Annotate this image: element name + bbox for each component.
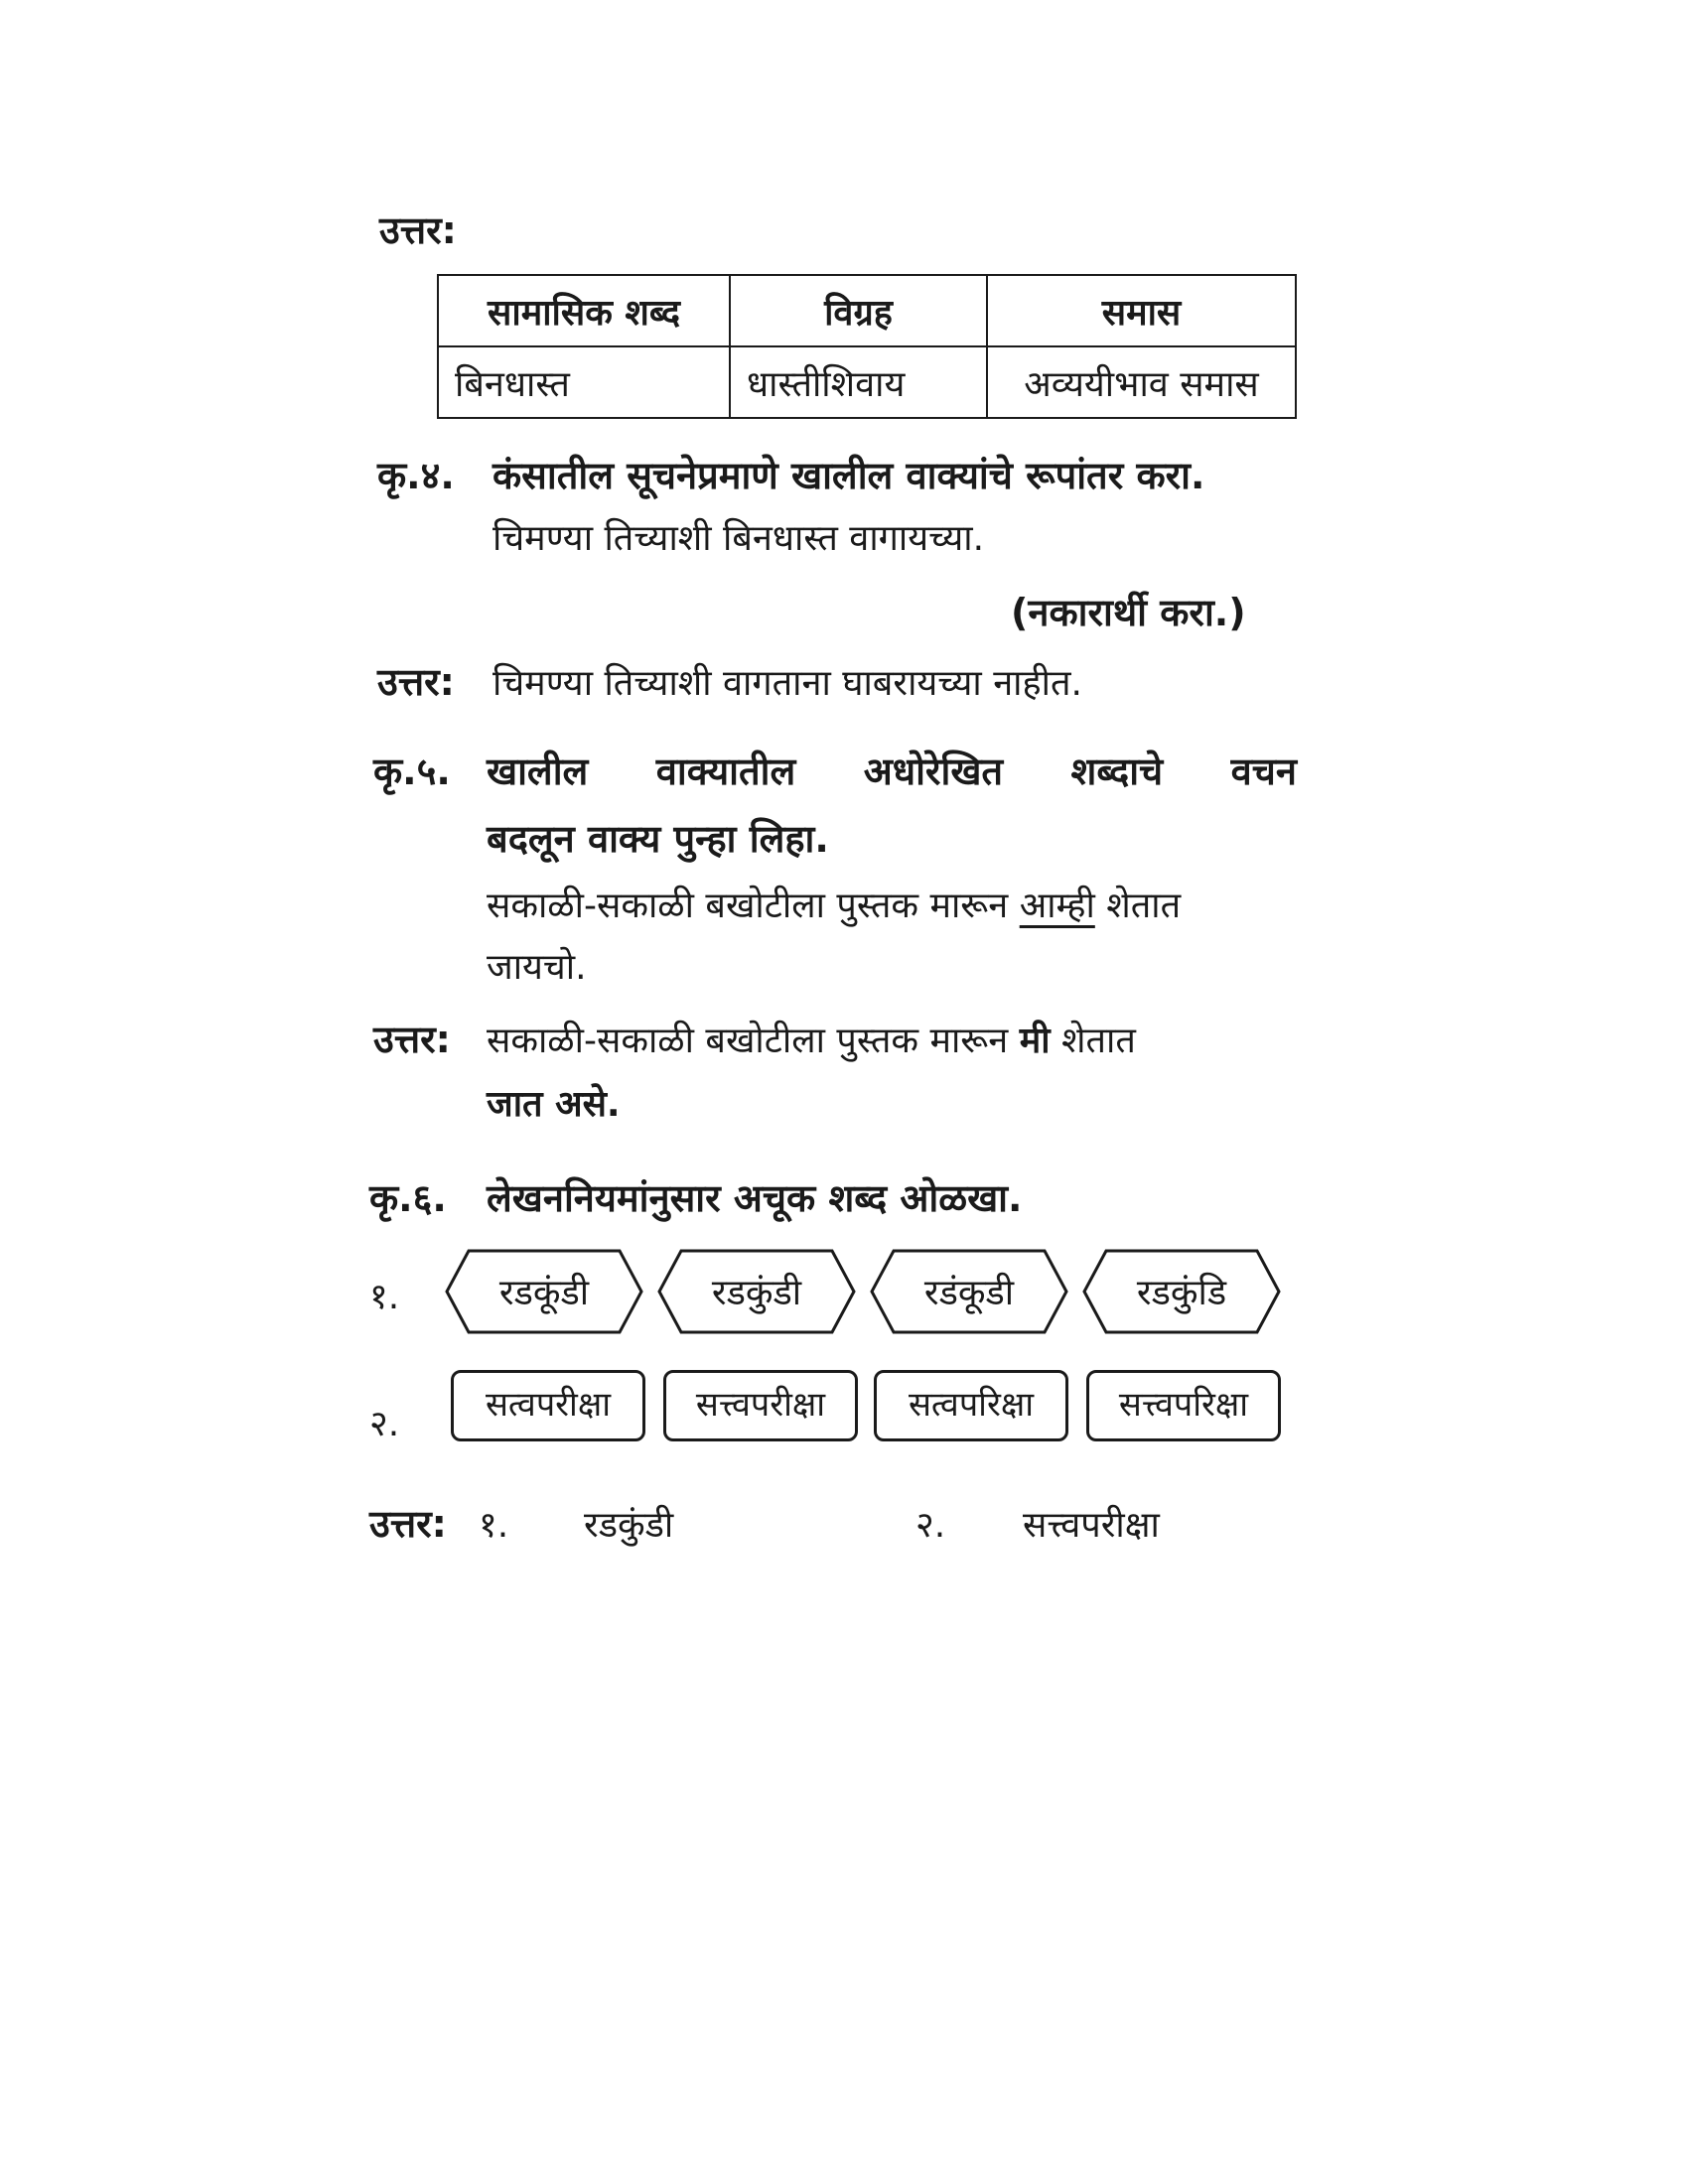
option-label: रडकुंडि [1136,1273,1227,1313]
answer-table [437,274,1297,419]
q5-answer-line2: जात असे. [487,1084,621,1125]
q5-instruction-line1: खालील वाक्यातील अधोरेखित शब्दाचे वचन [487,750,1297,793]
q6-answer2-number: २. [915,1505,946,1546]
q4-number: कृ.४. [377,454,455,497]
q5-sentence-after: शेतात [1094,886,1182,926]
table-cell: अव्ययीभाव समास [987,346,1296,418]
table-header-row [438,275,1296,346]
q3-answer-label: उत्तर: [379,208,457,252]
q6-answer2: सत्त्वपरीक्षा [1023,1505,1160,1546]
q4-answer: चिमण्या तिच्याशी वागताना घाबरायच्या नाहीत. [492,663,1082,704]
q5-number: कृ.५. [373,750,451,793]
q5-answer-after: शेतात [1050,1021,1136,1061]
option-hexagon[interactable] [870,1249,1068,1334]
table-header-cell: समास [987,275,1296,346]
q6-answer1: रडकुंडी [584,1505,674,1546]
q5-answer-before: सकाळी-सकाळी बखोटीला पुस्तक मारून [487,1021,1020,1061]
option-hexagon[interactable] [657,1249,856,1334]
q6-answer1-number: १. [479,1505,509,1546]
q6-answer-label: उत्तर: [369,1502,447,1546]
q4-sentence: चिमण्या तिच्याशी बिनधास्त वागायच्या. [492,518,985,559]
option-label: रडकूंडी [498,1273,590,1313]
option-box[interactable]: सत्वपरीक्षा [451,1370,645,1441]
q5-answer-bold: मी [1019,1021,1051,1061]
q5-underlined-word: आम्ही [1019,886,1095,926]
option-box[interactable]: सत्वपरिक्षा [874,1370,1068,1441]
table-header-cell: सामासिक शब्द [438,275,730,346]
option-label: रडंकूडी [923,1273,1015,1313]
q5-sentence-before: सकाळी-सकाळी बखोटीला पुस्तक मारून [487,886,1020,926]
option-box[interactable]: सत्त्वपरिक्षा [1086,1370,1281,1441]
q5-sentence-line1 [487,880,1181,928]
q6-instruction: लेखननियमांनुसार अचूक शब्द ओळखा. [487,1176,1023,1220]
option-label: रडकुंडी [711,1273,802,1313]
option-hexagon[interactable] [445,1249,643,1334]
q5-instruction-line2: बदलून वाक्य पुन्हा लिहा. [487,817,829,861]
q4-answer-label: उत्तर: [377,660,455,704]
option-hexagon[interactable] [1082,1249,1281,1334]
q5-sentence-line2: जायचो. [487,947,587,988]
q4-instruction: कंसातील सूचनेप्रमाणे खालील वाक्यांचे रूपांतर करा. [492,454,1205,497]
q4-hint: (नकारार्थी करा.) [1011,591,1246,634]
table-cell: बिनधास्त [438,346,730,418]
q6-row1-number: १. [369,1277,400,1317]
option-box[interactable]: सत्त्वपरीक्षा [663,1370,858,1441]
q6-number: कृ.६. [369,1176,447,1220]
q6-row2-number: २. [369,1404,400,1444]
table-cell: धास्तीशिवाय [730,346,987,418]
table-row [438,346,1296,418]
q5-answer-line1 [487,1015,1136,1063]
q5-answer-label: उत्तर: [373,1018,451,1061]
table-header-cell: विग्रह [730,275,987,346]
